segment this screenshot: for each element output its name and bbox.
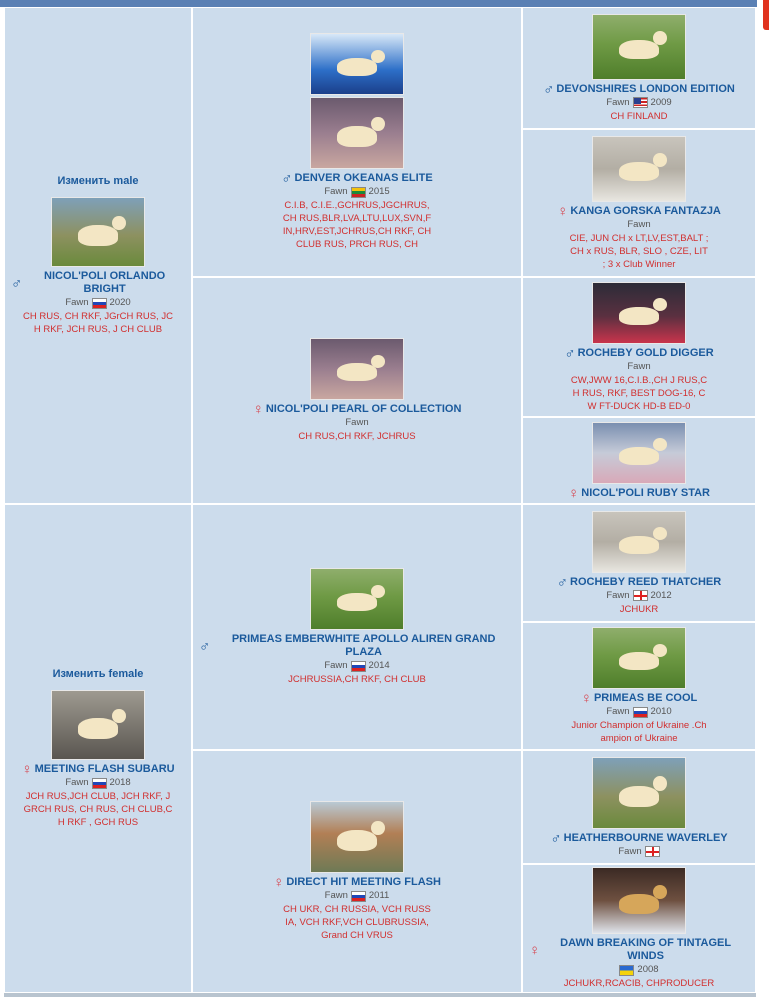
sire-cell <box>4 7 192 504</box>
dog-meta: Fawn 2020 <box>65 297 131 308</box>
male-icon: ♂ <box>199 637 211 655</box>
dog-photo[interactable] <box>51 197 145 267</box>
dog-name[interactable]: ♀ DAWN BREAKING OF TINTAGEL WINDS <box>529 937 732 962</box>
dog-name[interactable]: ♂ HEATHERBOURNE WAVERLEY <box>550 829 728 847</box>
female-icon: ♀ <box>557 202 569 220</box>
dog-name[interactable]: ♂ NICOL'POLI ORLANDO BRIGHT <box>11 270 166 295</box>
dog-titles: Junior Champion of Ukraine .Champion of Ukraine <box>571 720 707 744</box>
dog-name[interactable]: ♂ ROCHEBY REED THATCHER <box>556 573 722 591</box>
dog-name[interactable]: ♂ DENVER OKEANAS ELITE <box>281 170 433 187</box>
usa-flag-icon <box>633 97 648 108</box>
dss-cell <box>522 504 756 622</box>
england-flag-icon <box>633 590 648 601</box>
dog-name[interactable]: ♂ PRIMEAS EMBERWHITE APOLLO ALIREN GRAND PLAZA <box>199 633 496 658</box>
dog-meta: Fawn <box>618 846 659 858</box>
female-icon: ♀ <box>273 874 285 891</box>
male-icon: ♂ <box>550 829 562 847</box>
dog-photo[interactable] <box>592 282 686 344</box>
male-icon: ♂ <box>556 573 569 591</box>
dog-photo[interactable] <box>310 568 404 630</box>
dog-photo[interactable] <box>592 422 686 484</box>
page-margin <box>757 0 769 1000</box>
dog-titles: CIE, JUN CH x LT,LV,EST,BALT ; CH x RUS, BLR, SLO , CZE, LIT ; 3 x Club Winner <box>569 232 709 270</box>
female-icon: ♀ <box>568 484 580 502</box>
sire-sire-cell <box>192 7 522 277</box>
male-icon: ♂ <box>281 170 293 187</box>
sds-cell <box>522 277 756 417</box>
dog-name[interactable]: ♀ NICOL'POLI PEARL OF COLLECTION <box>252 401 462 418</box>
dog-photo[interactable] <box>310 33 404 95</box>
dog-name[interactable]: ♀ DIRECT HIT MEETING FLASH <box>273 874 441 891</box>
dog-photo[interactable] <box>592 627 686 689</box>
pedigree-table <box>4 7 756 993</box>
dam-cell <box>4 504 192 993</box>
dog-meta: 2008 <box>619 964 658 976</box>
female-icon: ♀ <box>252 401 264 418</box>
russia-flag-icon <box>92 298 107 309</box>
dog-meta: Fawn 2010 <box>606 706 672 717</box>
russia-flag-icon <box>633 707 648 718</box>
dog-photo[interactable] <box>592 14 686 80</box>
dog-meta: Fawn <box>345 417 369 428</box>
female-icon: ♀ <box>529 941 541 959</box>
dam-sire-cell <box>192 504 522 750</box>
male-icon: ♂ <box>11 274 23 292</box>
dog-titles: CH UKR, CH RUSSIA, VCH RUSSIA, VCH RKF,VCH CLUBRUSSIA,Grand CH VRUS <box>283 904 431 941</box>
female-icon: ♀ <box>580 690 592 707</box>
sss-cell <box>522 7 756 129</box>
dog-photo[interactable] <box>310 338 404 400</box>
dog-titles: C.I.B, C.I.E.,GCHRUS,JGCHRUS,CH RUS,BLR,LVA,LTU,LUX,SVN,FIN,HRV,EST,JCHRUS,CH RKF, CH CLUB RUS, PRCH RUS, CH <box>282 200 432 250</box>
dog-photo[interactable] <box>592 511 686 573</box>
male-icon: ♂ <box>543 80 555 98</box>
dog-titles: CW,JWW 16,C.I.B.,CH J RUS,CH RUS, RKF, BEST DOG-16, CW FT-DUCK HD-B ED-0 <box>570 374 708 412</box>
dog-name[interactable]: ♀ KANGA GORSKA FANTAZJA <box>557 202 721 220</box>
sdd-cell <box>522 417 756 504</box>
russia-flag-icon <box>351 661 366 672</box>
dog-meta: Fawn 2015 <box>324 186 390 197</box>
dog-meta: Fawn 2014 <box>324 660 390 671</box>
dog-photo[interactable] <box>51 690 145 760</box>
dog-meta: Fawn <box>627 360 651 372</box>
sire-dam-cell <box>192 277 522 504</box>
dog-photo[interactable] <box>310 801 404 873</box>
russia-flag-icon <box>92 778 107 789</box>
dog-meta: Fawn 2011 <box>324 890 390 901</box>
dog-photo[interactable] <box>592 757 686 829</box>
dog-titles: JCHUKR <box>619 603 659 615</box>
male-icon: ♂ <box>564 344 576 362</box>
bookmark-tab[interactable] <box>763 0 769 30</box>
ddd-cell <box>522 864 756 993</box>
dds-cell <box>522 750 756 864</box>
dog-meta: Fawn 2012 <box>606 589 672 601</box>
dog-meta: Fawn 2009 <box>606 96 672 108</box>
dog-photo[interactable] <box>310 97 404 169</box>
ukraine-flag-icon <box>619 965 634 976</box>
edit-female-link[interactable]: Изменить female <box>52 668 144 680</box>
dog-titles: CH RUS,CH RKF, JCHRUS <box>298 431 416 442</box>
lithuania-flag-icon <box>351 187 366 198</box>
russia-flag-icon <box>351 891 366 902</box>
dog-photo[interactable] <box>592 136 686 202</box>
dog-name[interactable]: ♀ NICOL'POLI RUBY STAR <box>568 484 710 502</box>
dog-titles: JCHUKR,RCACIB, CHPRODUCER <box>563 978 715 989</box>
dsd-cell <box>522 622 756 750</box>
edit-male-link[interactable]: Изменить male <box>57 175 139 187</box>
dog-photo[interactable] <box>592 867 686 934</box>
dog-name[interactable]: ♀ MEETING FLASH SUBARU <box>21 761 175 778</box>
dog-titles: JCH RUS,JCH CLUB, JCH RKF, JGRCH RUS, CH RUS, CH CLUB,CH RKF , GCH RUS <box>23 791 173 828</box>
dog-titles: CH FINLAND <box>610 110 668 122</box>
table-header-bar <box>0 0 757 7</box>
dog-name[interactable]: ♂ ROCHEBY GOLD DIGGER <box>564 344 714 362</box>
dog-name[interactable]: ♀ PRIMEAS BE COOL <box>580 690 698 707</box>
dog-meta: Fawn 2018 <box>65 777 131 788</box>
dog-titles: CH RUS, CH RKF, JGrCH RUS, JCH RKF, JCH RUS, J CH CLUB <box>23 311 173 335</box>
dog-name[interactable]: ♂ DEVONSHIRES LONDON EDITION <box>543 80 735 98</box>
table-bottom-edge <box>4 993 756 997</box>
female-icon: ♀ <box>21 761 33 778</box>
dam-dam-cell <box>192 750 522 993</box>
dog-titles: JCHRUSSIA,CH RKF, CH CLUB <box>288 674 426 685</box>
ssd-cell <box>522 129 756 277</box>
dog-meta: Fawn <box>627 218 651 230</box>
england-flag-icon <box>645 846 660 857</box>
